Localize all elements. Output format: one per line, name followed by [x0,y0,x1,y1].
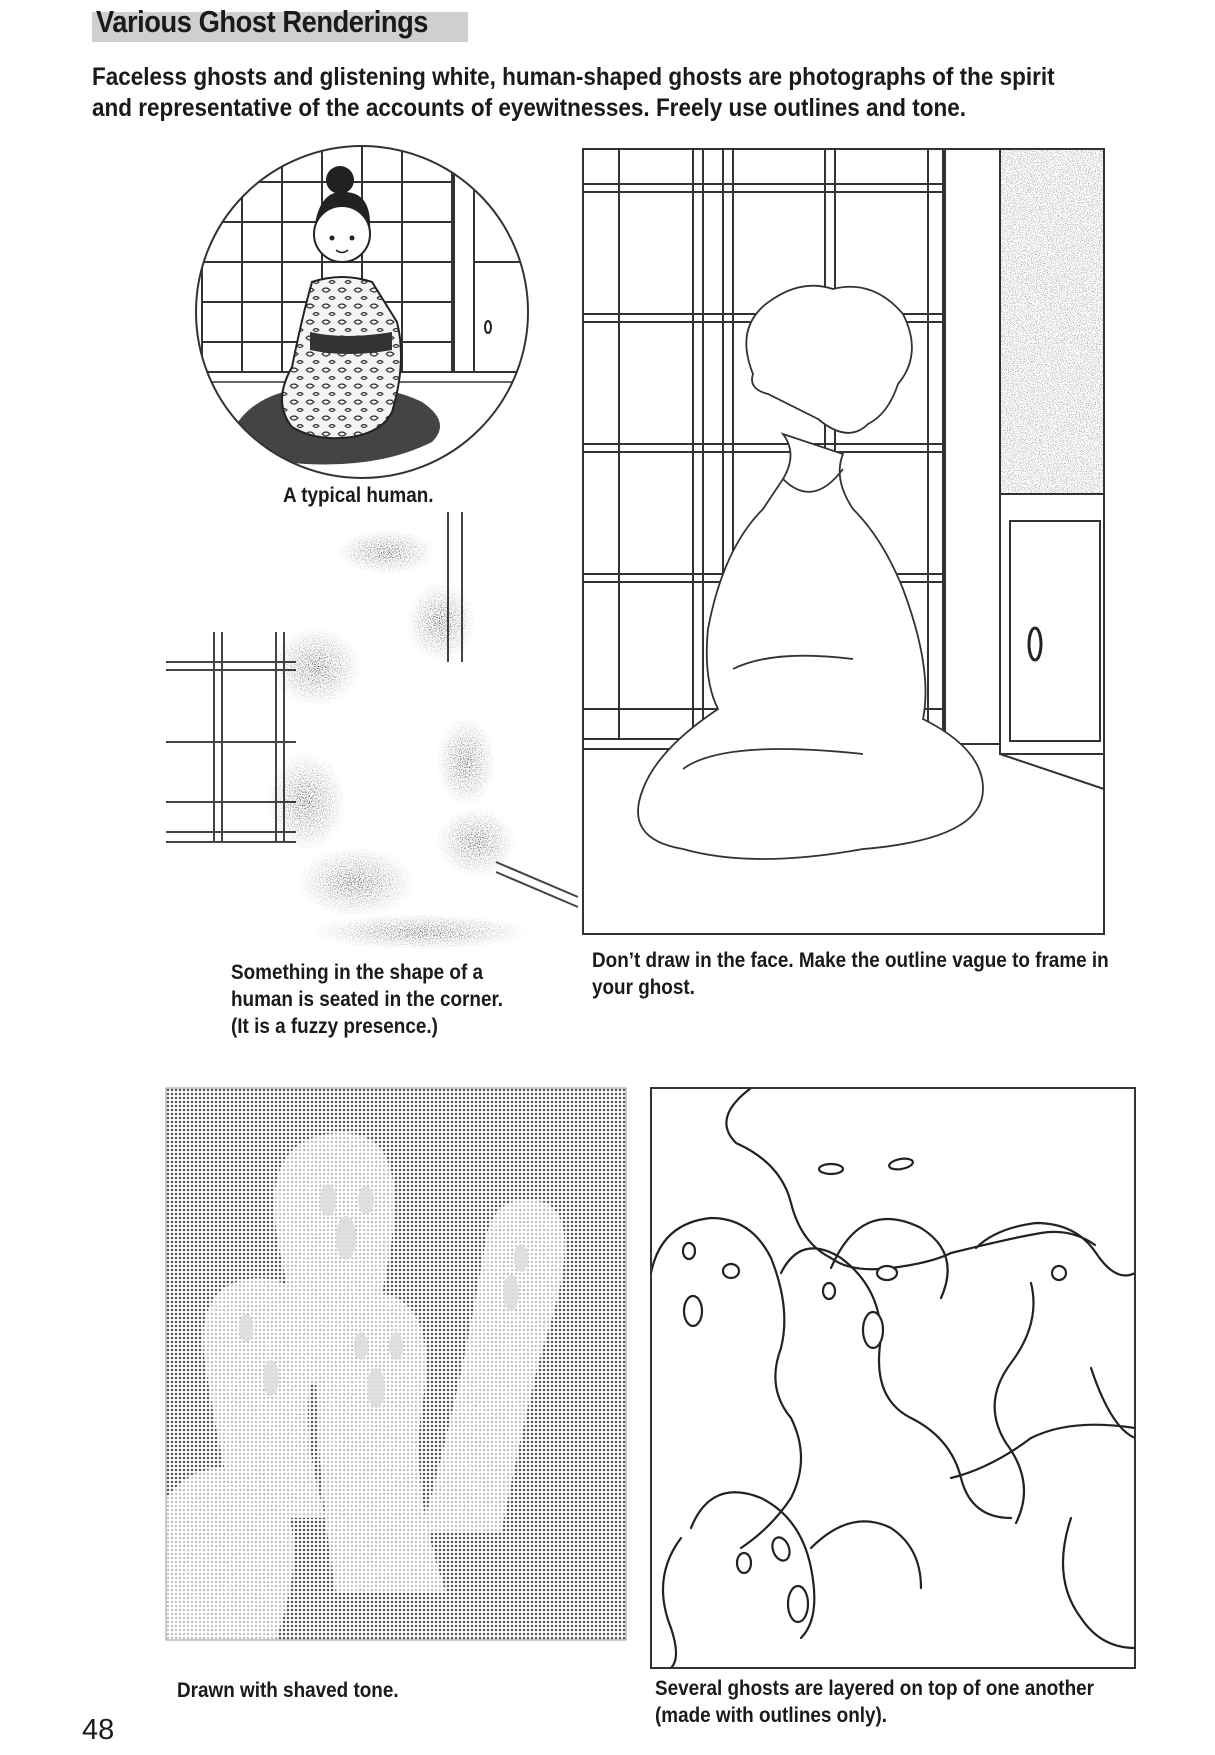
caption-faceless-line-1: Don’t draw in the face. Make the outline vague to frame in [592,949,1109,972]
caption-typical-human: A typical human. [283,484,434,507]
page-title: Various Ghost Renderings [96,4,429,39]
caption-faceless-line-2: your ghost. [592,976,695,999]
caption-faceless-ghost [592,947,1109,1001]
caption-layered-line-2: (made with outlines only). [655,1704,888,1727]
intro-line-1: Faceless ghosts and glistening white, human-shaped ghosts are photographs of the spirit [92,63,1055,91]
caption-fuzzy-line-2: human is seated in the corner. [231,988,504,1011]
faceless-ghost-illustration [583,149,1104,934]
caption-fuzzy-line-3: (It is a fuzzy presence.) [231,1015,438,1038]
intro-line-2: and representative of the accounts of eyewitnesses. Freely use outlines and tone. [92,94,967,122]
caption-layered-ghosts [655,1675,1094,1729]
page-number: 48 [82,1714,115,1746]
caption-fuzzy-line-1: Something in the shape of a [231,961,484,984]
caption-fuzzy-presence [231,959,503,1040]
fuzzy-presence-illustration [166,512,578,952]
shaved-tone-illustration [166,1088,626,1640]
layered-ghosts-illustration [651,1088,1135,1668]
caption-layered-line-1: Several ghosts are layered on top of one another [655,1677,1095,1700]
typical-human-illustration [192,142,532,482]
intro-paragraph [92,62,1082,124]
caption-shaved-tone: Drawn with shaved tone. [177,1679,399,1702]
